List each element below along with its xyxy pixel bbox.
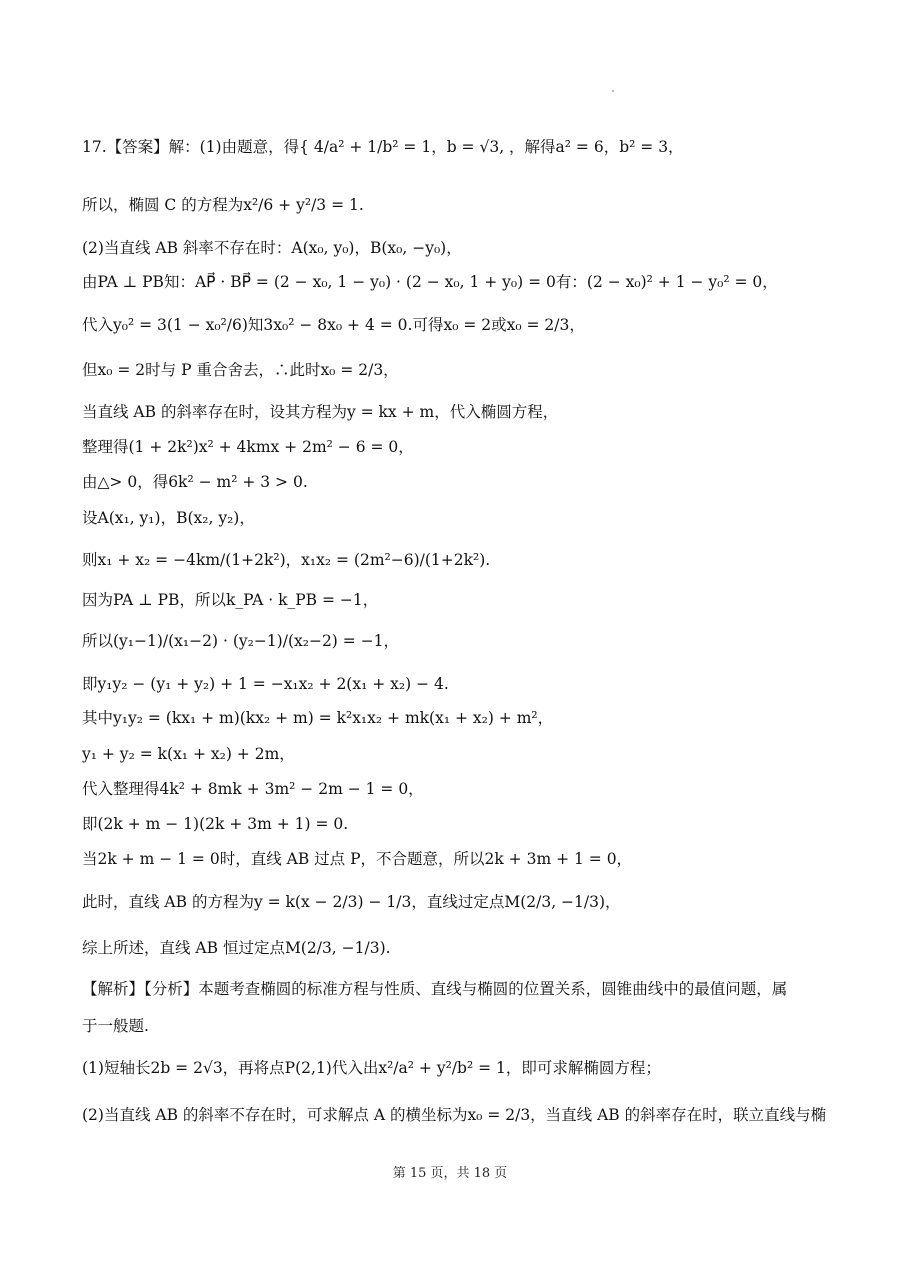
answer-line-21: 综上所述，直线 AB 恒过定点M(2/3, −1/3). <box>82 939 391 957</box>
answer-line-17: 代入整理得4k² + 8mk + 3m² − 2m − 1 = 0， <box>82 780 424 798</box>
analysis-line-2: 于一般题. <box>82 1017 149 1035</box>
answer-line-8: 整理得(1 + 2k²)x² + 4kmx + 2m² − 6 = 0， <box>82 438 414 456</box>
answer-line-3: (2)当直线 AB 斜率不存在时：A(x₀, y₀)，B(x₀, −y₀)， <box>82 239 462 257</box>
answer-line-2: 所以，椭圆 C 的方程为x²/6 + y²/3 = 1. <box>82 196 364 214</box>
answer-line-19: 当2k + m − 1 = 0时，直线 AB 过点 P，不合题意，所以2k + 3m + 1 = 0， <box>82 850 633 868</box>
answer-line-20: 此时，直线 AB 的方程为y = k(x − 2/3) − 1/3，直线过定点M(2/3, −1/3)， <box>82 893 621 911</box>
answer-line-6: 但x₀ = 2时与 P 重合舍去，∴此时x₀ = 2/3， <box>82 361 399 379</box>
answer-line-10: 设A(x₁, y₁)，B(x₂, y₂)， <box>82 509 255 527</box>
answer-line-12: 因为PA ⊥ PB，所以k_PA · k_PB = −1， <box>82 591 379 609</box>
answer-line-5: 代入y₀² = 3(1 − x₀²/6)知3x₀² − 8x₀ + 4 = 0.可得x₀ = 2或x₀ = 2/3， <box>82 316 585 334</box>
page-footer: 第 15 页，共 18 页 <box>392 1166 508 1181</box>
answer-line-11: 则x₁ + x₂ = −4km/(1+2k²)，x₁x₂ = (2m²−6)/(1+2k²). <box>82 551 491 569</box>
analysis-line-3: (1)短轴长2b = 2√3，再将点P(2,1)代入出x²/a² + y²/b² = 1，即可求解椭圆方程； <box>82 1059 661 1077</box>
answer-line-18: 即(2k + m − 1)(2k + 3m + 1) = 0. <box>82 815 349 833</box>
answer-line-1: 17.【答案】解：(1)由题意，得{ 4/a² + 1/b² = 1，b = √3, ，解得a² = 6，b² = 3， <box>82 138 684 156</box>
answer-line-16: y₁ + y₂ = k(x₁ + x₂) + 2m， <box>82 745 295 763</box>
answer-line-13: 所以(y₁−1)/(x₁−2) · (y₂−1)/(x₂−2) = −1， <box>82 632 400 650</box>
answer-line-14: 即y₁y₂ − (y₁ + y₂) + 1 = −x₁x₂ + 2(x₁ + x₂) − 4. <box>82 675 449 693</box>
scan-dot <box>612 90 614 92</box>
answer-line-4: 由PA ⊥ PB知：AP⃗ · BP⃗ = (2 − x₀, 1 − y₀) · (2 − x₀, 1 + y₀) = 0有：(2 − x₀)² + 1 − y₀² = 0， <box>82 273 778 291</box>
analysis-line-1: 【解析】【分析】本题考查椭圆的标准方程与性质、直线与椭圆的位置关系，圆锥曲线中的最值问题，属 <box>82 980 788 998</box>
analysis-line-4: (2)当直线 AB 的斜率不存在时，可求解点 A 的横坐标为x₀ = 2/3，当直线 AB 的斜率存在时，联立直线与椭 <box>82 1106 827 1124</box>
answer-line-15: 其中y₁y₂ = (kx₁ + m)(kx₂ + m) = k²x₁x₂ + mk(x₁ + x₂) + m²， <box>82 709 554 727</box>
answer-line-9: 由△> 0，得6k² − m² + 3 > 0. <box>82 473 308 491</box>
answer-line-7: 当直线 AB 的斜率存在时，设其方程为y = kx + m，代入椭圆方程， <box>82 403 559 421</box>
